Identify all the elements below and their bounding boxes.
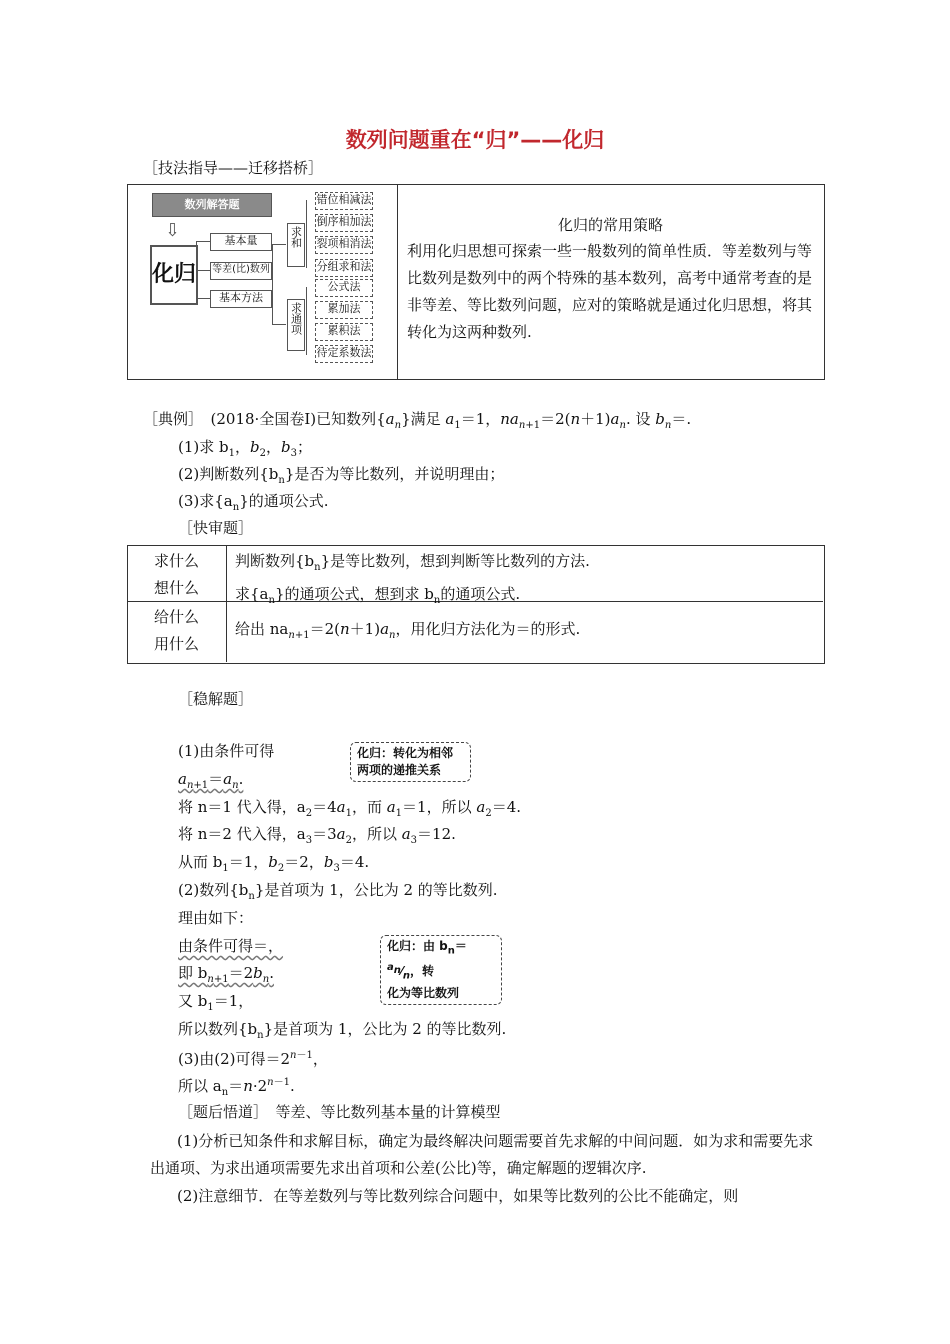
quick-review-label: ［快审题］ [178, 519, 254, 537]
sum-method-0: 错位相减法 [315, 192, 373, 210]
diagram-group-term: 求通项 [287, 299, 305, 351]
term-method-2: 累积法 [315, 323, 373, 341]
note-2: 化归：由 $b_n=^{a_n}⁄_n$，转 化为等比数列 [380, 935, 502, 1005]
term-method-0: 公式法 [315, 279, 373, 297]
question-3: (3)求$\{a_n\}$的通项公式. [178, 492, 329, 513]
solution-line-11: 所以数列$\{b_n\}$是首项为 1，公比为 2 的等比数列. [178, 1020, 507, 1041]
solution-line-10: 又 $b_1=1$， [178, 992, 254, 1013]
sum-method-1: 倒序相加法 [315, 214, 373, 232]
strategy-title: 化归的常用策略 [557, 216, 663, 234]
solution-line-7: 理由如下： [178, 909, 254, 927]
solution-line-1: (1)由条件可得 [178, 742, 275, 760]
reflection-paragraph-1: (1)分析已知条件和求解目标，确定为最终解决问题需要首先求解的中间问题．如为求和需要先求出通项、为求出通项需要先求出首项和公差(公比)等，确定解题的逻辑次序. [150, 1132, 814, 1177]
diagram-group-sum: 求和 [287, 223, 305, 267]
diagram-item-2: 基本方法 [210, 290, 272, 308]
strategy-body: 利用化归思想可探索一些一般数列的简单性质．等差数列与等比数列是数列中的两个特殊的基本数列，高考中通常考查的是非等差、等比数列问题，应对的策略就是通过化归思想，将其转化为这两种数列. [407, 242, 813, 341]
diagram-item-1: 等差(比)数列 [210, 262, 272, 280]
question-2: (2)判断数列$\{b_n\}$是否为等比数列，并说明理由； [178, 465, 505, 486]
table-row2-content: 给出 $na_{n+1}=2(n+1)a_n$，用化归方法化为＝的形式. [235, 620, 581, 641]
reflection-paragraph-2: (2)注意细节．在等差数列与等比数列综合问题中，如果等比数列的公比不能确定，则 [177, 1187, 739, 1205]
solution-line-5: 从而 $b_1=1$，$b_2=2$，$b_3=4$. [178, 853, 370, 874]
solution-line-12: (3)由(2)可得$=2^{n-1}$， [178, 1050, 328, 1068]
section-label-method: ［技法指导——迁移搭桥］ [143, 159, 324, 177]
table-row1-head: 求什么 想什么 [153, 552, 199, 597]
term-method-3: 待定系数法 [315, 345, 373, 363]
term-method-1: 累加法 [315, 301, 373, 319]
reflection-heading: ［题后悟道］ 等差、等比数列基本量的计算模型 [178, 1103, 501, 1121]
solution-line-4: 将 n＝2 代入得，$a_3=3a_2$，所以 $a_3=12$. [178, 825, 456, 846]
solution-line-3: 将 n＝1 代入得，$a_2=4a_1$，而 $a_1=1$，所以 $a_2=4$. [178, 798, 521, 819]
solution-line-9: 即 $b_{n+1}=2b_n$. [178, 964, 274, 985]
table-row1-content: 判断数列$\{b_n\}$是等比数列，想到判断等比数列的方法. 求$\{a_n\}$的通项公式，想到求 $b_n$的通项公式. [235, 552, 590, 606]
sum-method-2: 裂项相消法 [315, 236, 373, 254]
down-arrow-icon: ⇩ [165, 220, 181, 241]
question-1: (1)求 $b_1$，$b_2$，$b_3$； [178, 438, 313, 459]
solution-line-13: 所以 $a_n=n\cdot 2^{n-1}$. [178, 1077, 295, 1098]
solution-line-6: (2)数列$\{b_n\}$是首项为 1，公比为 2 的等比数列. [178, 881, 498, 902]
note-1: 化归：转化为相邻 两项的递推关系 [350, 742, 471, 782]
diagram-header: 数列解答题 [152, 193, 272, 217]
solution-line-8: 由条件可得＝， [178, 937, 284, 955]
page-title: 数列问题重在“归”——化归 [345, 128, 605, 152]
table-row2-head: 给什么 用什么 [153, 608, 199, 653]
diagram-main: 化归 [150, 245, 198, 305]
diagram-item-0: 基本量 [210, 233, 272, 251]
solution-line-2: $a_{n+1}=a_n$. [178, 770, 244, 791]
solve-label: ［稳解题］ [178, 690, 254, 708]
example-statement: ［典例］ (2018·全国卷Ⅰ)已知数列$\{a_n\}$满足 $a_1=1$，$na_{n+1}=2(n+1)a_n$. 设 $b_n=$. [143, 410, 692, 431]
sum-method-3: 分组求和法 [315, 259, 373, 277]
